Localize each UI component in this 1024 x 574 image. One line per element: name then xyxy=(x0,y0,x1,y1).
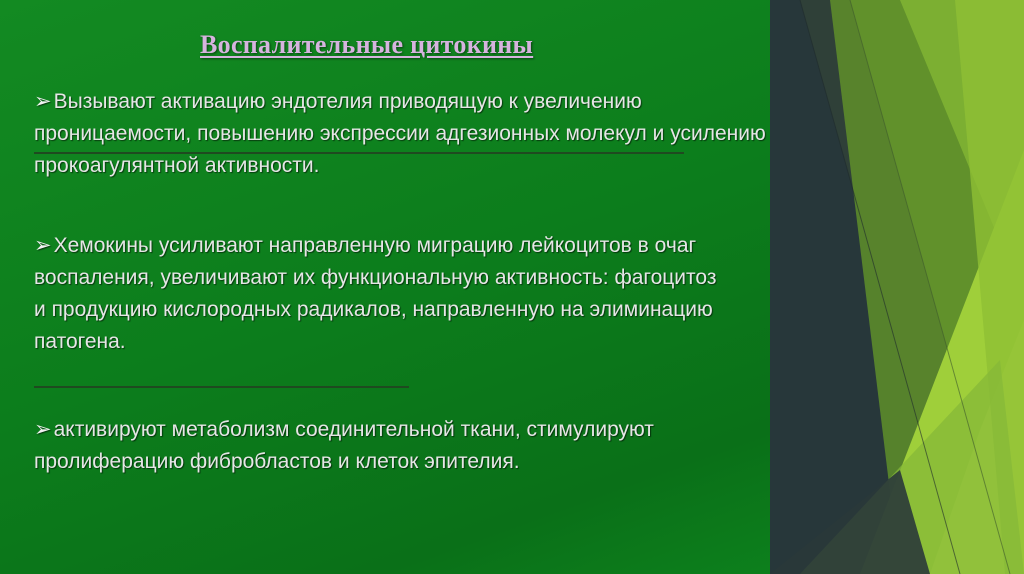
bullet-item-endothelium xyxy=(34,86,784,182)
bullet-item-connective-tissue xyxy=(34,414,734,478)
bullet-text: Хемокины усиливают направленную миграцию лейкоцитов в очаг воспаления, увеличивают их функциональную активность: фагоцитоз и продукцию кислородных радикалов, направленную на элиминацию патогена. xyxy=(34,234,717,353)
bullet-text: Вызывают активацию эндотелия приводящую к увеличению проницаемости, повышению экспрессии адгезионных молекул и усилению прокоагулянтной активности. xyxy=(34,90,766,177)
slide-title: Воспалительные цитокины xyxy=(200,30,534,59)
arrow-bullet-icon: ➢ xyxy=(34,234,52,257)
arrow-bullet-icon: ➢ xyxy=(34,90,52,113)
divider xyxy=(34,152,684,154)
bullet-item-chemokines xyxy=(34,230,734,358)
bullet-text: активируют метаболизм соединительной ткани, стимулируют пролиферацию фибробластов и клеток эпителия. xyxy=(34,418,654,473)
divider xyxy=(34,386,409,388)
arrow-bullet-icon: ➢ xyxy=(34,418,52,441)
